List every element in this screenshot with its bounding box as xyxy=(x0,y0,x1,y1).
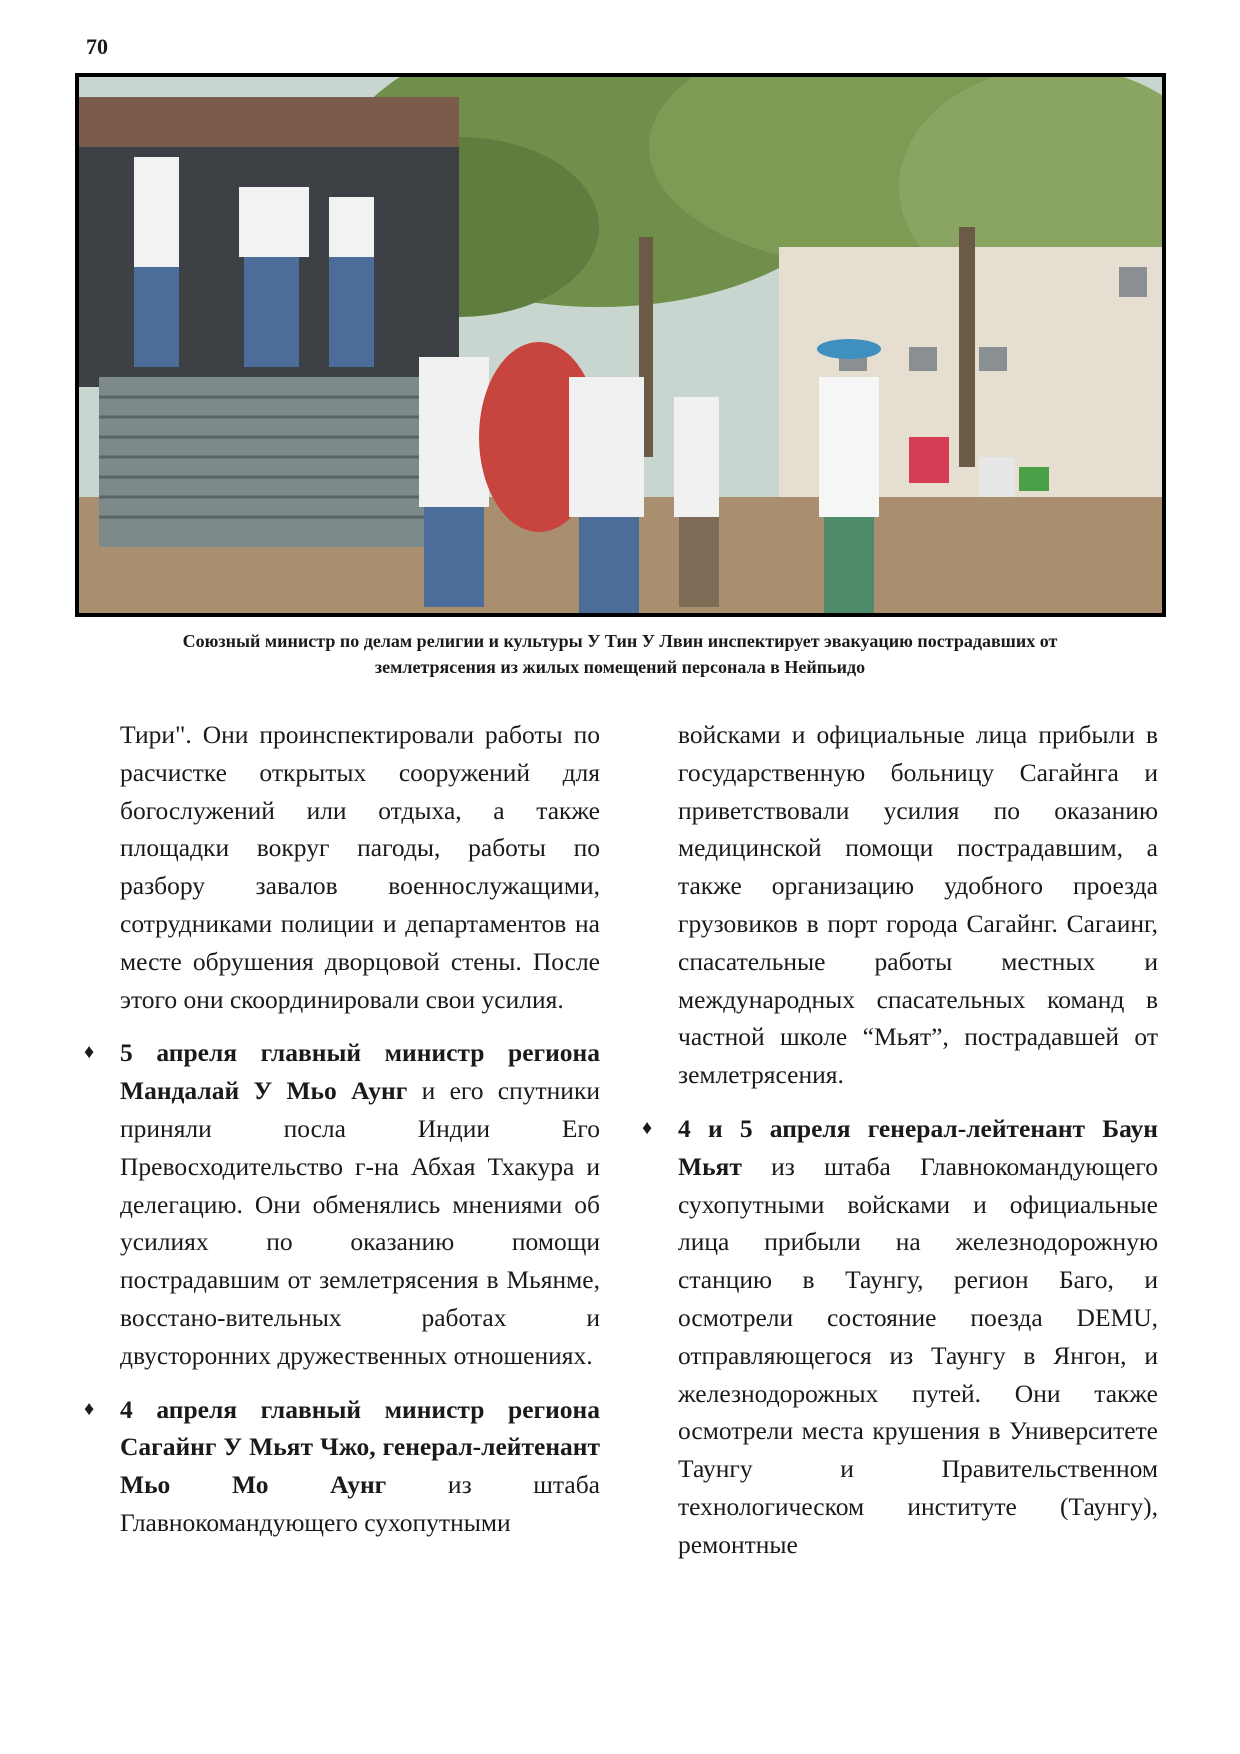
left-bullet-item-1 xyxy=(84,1034,600,1374)
right-bullet-item-1 xyxy=(642,1110,1158,1564)
caption-line-2: землетрясения из жилых помещений персонала в Нейпьидо xyxy=(374,657,866,677)
photo-evacuation-truck-icon xyxy=(79,77,1162,613)
right-column xyxy=(642,716,1158,1580)
left-bullet-item-2 xyxy=(84,1391,600,1542)
bullet-body-text: из штаба Главнокомандующего сухопутными войсками и официальные лица прибыли на железнодорожную станцию в Таунгу, регион Баго, и осмотрели состояние поезда DEMU, отправляющегося из Таунгу в Янгон, и железнодорожных путей. Они также осмотрели места крушения в Университете Таунгу и Правительственном технологическом институте (Таунгу), ремонтные xyxy=(678,1151,1158,1559)
bullet-lead-bold: 4 апреля главный министр региона Сагайнг У Мьят Чжо, генерал-лейтенант Мьо Мо Аунг xyxy=(120,1394,600,1500)
bullet-diamond-icon: ♦ xyxy=(84,1041,95,1064)
bullet-lead-bold: 4 и 5 апреля генерал-лейтенант Баун Мьят xyxy=(678,1113,1158,1181)
news-photo xyxy=(75,73,1166,617)
photo-caption xyxy=(100,628,1140,680)
bullet-diamond-icon: ♦ xyxy=(84,1397,95,1420)
left-paragraph-1: Тири". Они проинспектировали работы по расчистке открытых сооружений для богослужений или отдыха, а также площадки вокруг пагоды, работы по разбору завалов военнослужащими, сотрудниками полиции и департаментов на месте обрушения дворцовой стены. После этого они скоординировали свои усилия. xyxy=(120,720,600,1014)
page-number: 70 xyxy=(86,34,108,59)
bullet-lead-bold: 5 апреля главный министр региона Мандалай У Мьо Аунг xyxy=(120,1038,600,1106)
bullet-body-text: и его спутники приняли посла Индии Его Превосходительство г-на Абхая Тхакура и делегацию. Они обменялись мнениями об усилиях по оказанию помощи пострадавшим от землетрясения в Мьянме, восстано-вительных работах и двусторонних дружественных отношениях. xyxy=(120,1076,600,1370)
left-column xyxy=(84,716,600,1558)
right-paragraph-1: войсками и официальные лица прибыли в государственную больницу Сагайнга и приветствовали усилия по оказанию медицинской помощи пострадавшим, а также организацию удобного проезда грузовиков в порт города Сагайнг. Сагаинг, спасательные работы местных и международных спасательных команд в частной школе “Мьят”, пострадавшей от землетрясения. xyxy=(678,720,1158,1090)
caption-line-1: Союзный министр по делам религии и культуры У Тин У Лвин инспектирует эвакуацию пострадавших от xyxy=(182,631,1058,651)
bullet-body-text: из штаба Главнокомандующего сухопутными xyxy=(120,1470,600,1537)
bullet-diamond-icon: ♦ xyxy=(642,1116,653,1139)
